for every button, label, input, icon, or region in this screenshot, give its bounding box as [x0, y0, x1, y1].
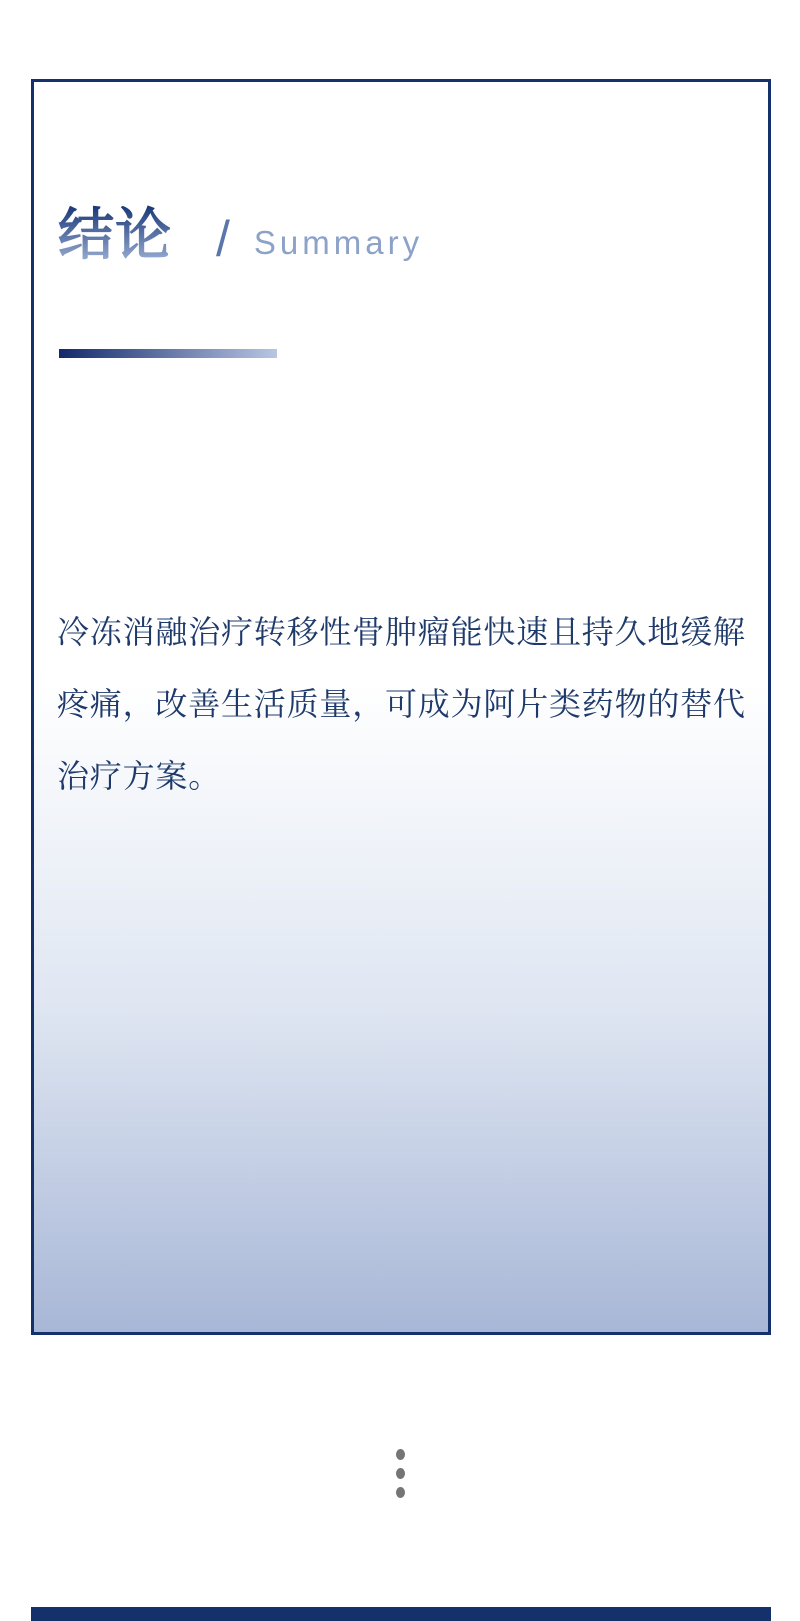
- separator-dot: [396, 1449, 405, 1460]
- separator-dot: [396, 1487, 405, 1498]
- summary-line: 疼痛，改善生活质量，可成为阿片类药物的替代: [57, 686, 746, 722]
- summary-line: 冷冻消融治疗转移性骨肿瘤能快速且持久地缓解: [57, 614, 746, 650]
- summary-slide-card: [31, 79, 771, 1335]
- title-divider-slash: /: [216, 211, 230, 267]
- accent-gradient-bar: [59, 349, 277, 358]
- slide-separator-dots: [0, 1449, 800, 1498]
- next-card-top-border: [31, 1607, 771, 1621]
- section-title-chinese: 结论: [58, 203, 172, 266]
- section-title-english: Summary: [253, 224, 424, 261]
- section-title-row: [58, 204, 423, 266]
- summary-line: 治疗方案。: [57, 758, 222, 794]
- summary-paragraph: [57, 596, 757, 812]
- separator-dot: [396, 1468, 405, 1479]
